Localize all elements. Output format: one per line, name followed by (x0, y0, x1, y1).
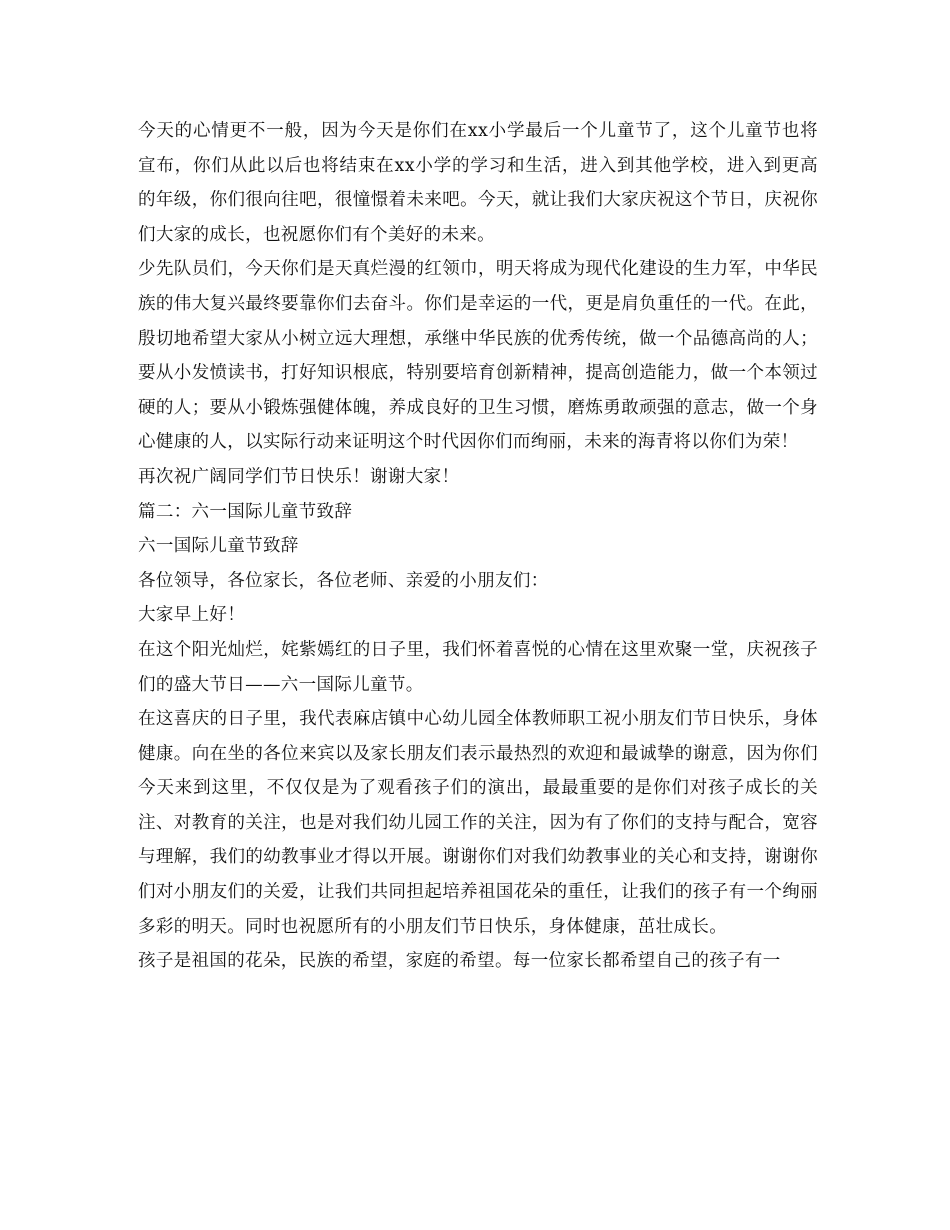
document-body (138, 114, 818, 979)
paragraph-celebration: 在这个阳光灿烂，姹紫嫣红的日子里，我们怀着喜悦的心情在这里欢聚一堂，庆祝孩子们的盛大节日——六一国际儿童节。 (138, 639, 818, 695)
paragraph-young-pioneers: 少先队员们，今天你们是天真烂漫的红领巾，明天将成为现代化建设的生力军，中华民族的伟大复兴最终要靠你们去奋斗。你们是幸运的一代，更是肩负重任的一代。在此，殷切地希望大家从小树立远大理想，承继中华民族的优秀传统，做一个品德高尚的人；要从小发愤读书，打好知识根底，特别要培育创新精神，提高创造能力，做一个本领过硬的人；要从小锻炼强健体魄，养成良好的卫生习惯，磨炼勇敢顽强的意志，做一个身心健康的人，以实际行动来证明这个时代因你们而绚丽，未来的海青将以你们为荣！ (138, 259, 818, 453)
greeting: 大家早上好！ (138, 605, 246, 626)
paragraph-kindergarten: 在这喜庆的日子里，我代表麻店镇中心幼儿园全体教师职工祝小朋友们节日快乐，身体健康。向在坐的各位来宾以及家长朋友们表示最热烈的欢迎和最诚挚的谢意，因为你们今天来到这里，不仅仅是为了观看孩子们的演出，最最重要的是你们对孩子成长的关注、对教育的关注，也是对我们幼儿园工作的关注，因为有了你们的支持与配合，宽容与理解，我们的幼教事业才得以开展。谢谢你们对我们幼教事业的关心和支持，谢谢你们对小朋友们的关爱，让我们共同担起培养祖国花朵的重任，让我们的孩子有一个绚丽多彩的明天。同时也祝愿所有的小朋友们节日快乐，身体健康，茁壮成长。 (138, 709, 818, 937)
salutation: 各位领导，各位家长，各位老师、亲爱的小朋友们： (138, 570, 549, 591)
paragraph-children: 孩子是祖国的花朵，民族的希望，家庭的希望。每一位家长都希望自己的孩子有一 (138, 951, 781, 972)
speech-title: 六一国际儿童节致辞 (138, 536, 299, 557)
paragraph-thanks: 再次祝广阔同学们节日快乐！谢谢大家！ (138, 466, 460, 487)
section-heading: 篇二：六一国际儿童节致辞 (138, 501, 353, 522)
paragraph-intro: 今天的心情更不一般，因为今天是你们在xx小学最后一个儿童节了，这个儿童节也将宣布，你们从此以后也将结束在xx小学的学习和生活，进入到其他学校，进入到更高的年级，你们很向往吧，很憧憬着未来吧。今天，就让我们大家庆祝这个节日，庆祝你们大家的成长，也祝愿你们有个美好的未来。 (138, 121, 818, 245)
